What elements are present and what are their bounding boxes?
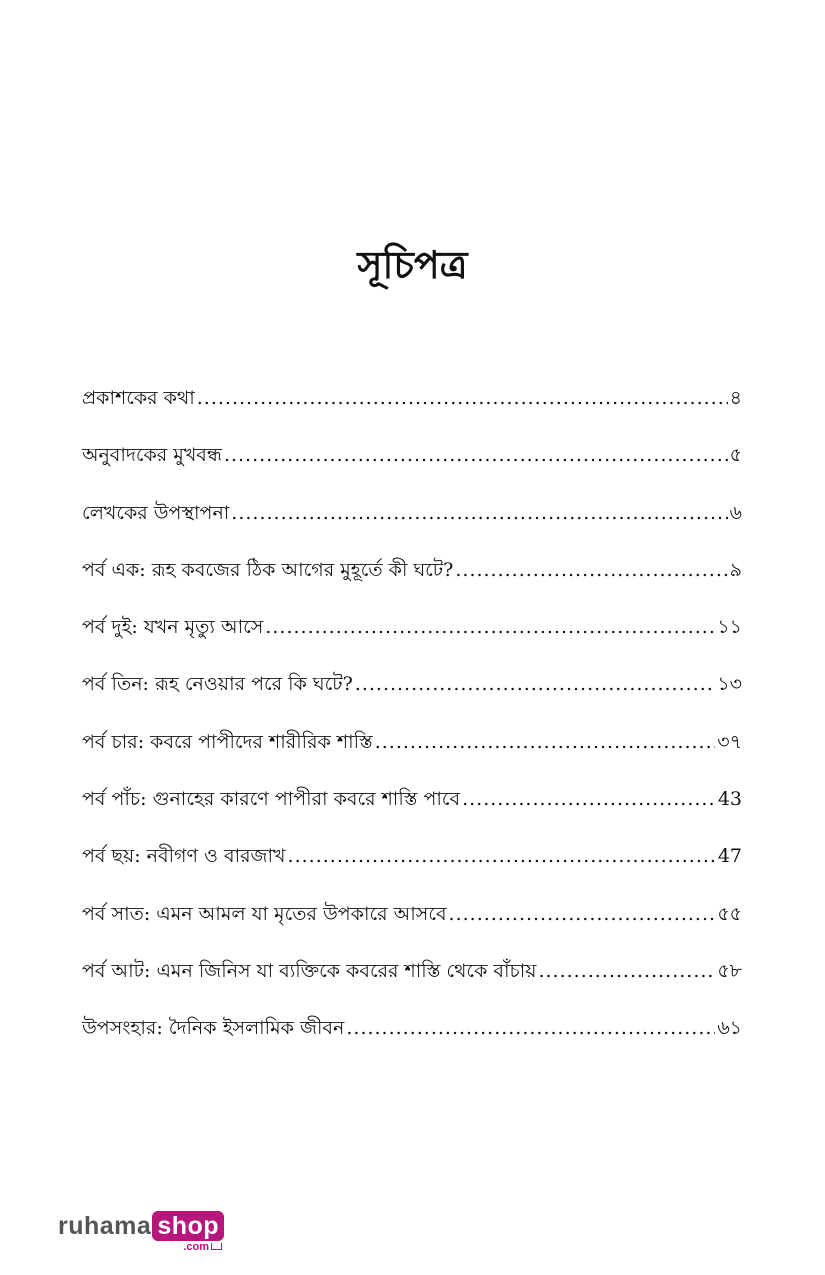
toc-leader-dots (346, 1008, 715, 1048)
toc-entry-page: ৪ (729, 387, 742, 409)
toc-entry[interactable] (82, 435, 742, 475)
toc-entry[interactable] (82, 722, 742, 762)
toc-entry-page: ৫৮ (717, 959, 742, 982)
toc-entry-page: 43 (717, 788, 742, 811)
toc-leader-dots (375, 722, 716, 762)
toc-leader-dots (265, 607, 715, 647)
toc-entry[interactable] (82, 836, 742, 876)
table-of-contents (82, 378, 742, 1066)
toc-leader-dots (224, 435, 728, 475)
toc-entry-label: পর্ব আট: এমন জিনিস যা ব্যক্তিকে কবরের শাস্তি থেকে বাঁচায় (82, 959, 537, 982)
toc-entry-page: ১১ (717, 616, 742, 639)
toc-entry[interactable] (82, 550, 742, 590)
logo-shop-badge: shop (152, 1211, 224, 1241)
page-title: সূচিপত্র (357, 242, 468, 288)
toc-entry-page: ৫৫ (717, 902, 742, 925)
toc-entry-page: 47 (717, 845, 742, 868)
toc-entry-label: পর্ব ছয়: নবীগণ ও বারজাখ (82, 845, 286, 868)
toc-entry[interactable] (82, 664, 742, 704)
toc-entry[interactable] (82, 607, 742, 647)
toc-leader-dots (355, 664, 716, 704)
toc-entry[interactable] (82, 378, 742, 418)
toc-entry-label: পর্ব সাত: এমন আমল যা মৃতের উপকারে আসবে (82, 902, 447, 925)
toc-entry[interactable] (82, 779, 742, 819)
toc-leader-dots (455, 550, 727, 590)
toc-entry-page: ১৩ (717, 673, 742, 696)
toc-entry-label: অনুবাদকের মুখবন্ধ (82, 444, 222, 467)
toc-entry-label: উপসংহার: দৈনিক ইসলামিক জীবন (82, 1017, 345, 1040)
logo-domain-suffix (183, 1240, 222, 1254)
toc-entry-page: ৯ (729, 558, 742, 581)
cart-icon (211, 1243, 222, 1250)
toc-leader-dots (288, 836, 716, 876)
logo-com-text: .com (183, 1241, 210, 1253)
toc-entry-page: ৬ (729, 501, 742, 524)
toc-leader-dots (449, 894, 716, 934)
publisher-logo (58, 1211, 224, 1257)
toc-leader-dots (231, 493, 727, 533)
toc-entry[interactable] (82, 894, 742, 934)
logo-shop-group (152, 1211, 224, 1253)
toc-leader-dots (538, 951, 715, 991)
toc-entry-label: পর্ব এক: রূহ কবজের ঠিক আগের মুহূর্তে কী ঘটে? (82, 558, 454, 581)
logo-ruhama-text: ruhama (58, 1212, 152, 1240)
toc-entry-label: পর্ব পাঁচ: গুনাহের কারণে পাপীরা কবরে শাস্তি পাবে (82, 788, 461, 811)
toc-entry-page: ৬১ (717, 1017, 742, 1040)
toc-entry-label: লেখকের উপস্থাপনা (82, 501, 230, 524)
toc-entry[interactable] (82, 1008, 742, 1048)
toc-entry-label: পর্ব চার: কবরে পাপীদের শারীরিক শাস্তি (82, 730, 373, 753)
toc-entry-label: প্রকাশকের কথা (82, 387, 195, 409)
toc-entry[interactable] (82, 951, 742, 991)
toc-entry-label: পর্ব দুই: যখন মৃত্যু আসে (82, 616, 264, 639)
toc-entry-page: ৫ (729, 444, 742, 467)
toc-entry[interactable] (82, 493, 742, 533)
toc-leader-dots (197, 378, 728, 418)
toc-entry-label: পর্ব তিন: রূহ নেওয়ার পরে কি ঘটে? (82, 673, 353, 696)
toc-leader-dots (462, 779, 716, 819)
toc-entry-page: ৩৭ (717, 730, 742, 753)
